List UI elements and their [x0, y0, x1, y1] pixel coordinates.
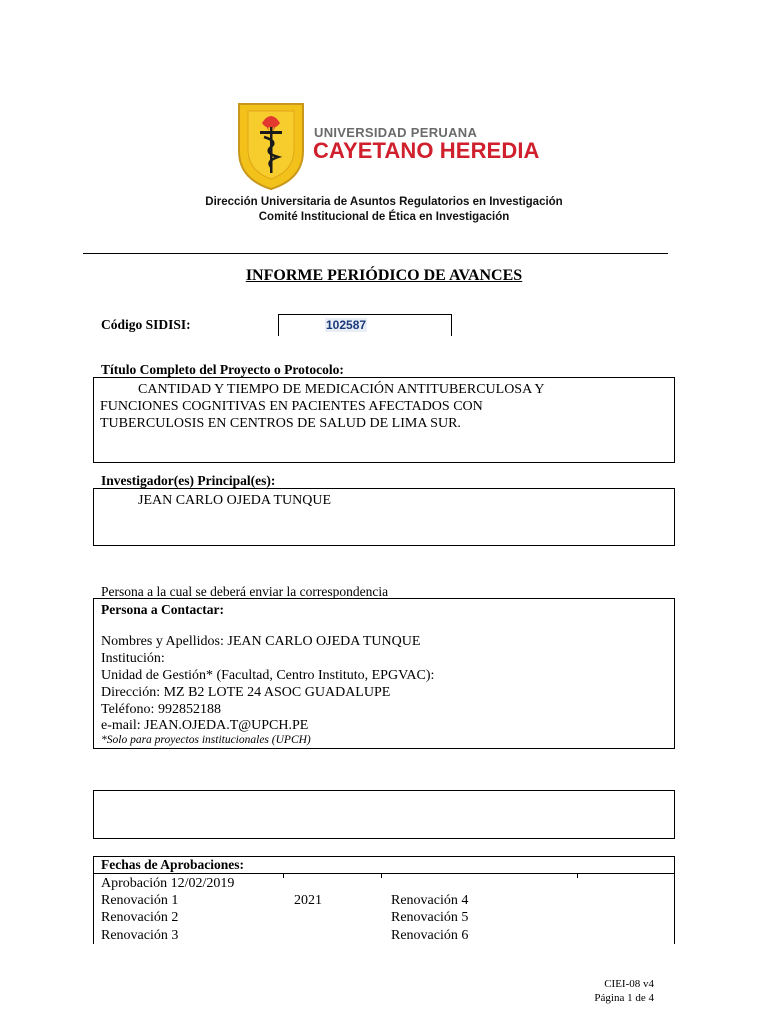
project-title-line: CANTIDAD Y TIEMPO DE MEDICACIÓN ANTITUBERCULOSA Y	[138, 382, 545, 397]
approvals-col-tick	[381, 873, 382, 878]
approvals-col-tick	[577, 873, 578, 878]
contact-unit: Unidad de Gestión* (Facultad, Centro Instituto, EPGVAC):	[101, 668, 435, 683]
investigator-value: JEAN CARLO OJEDA TUNQUE	[138, 493, 332, 508]
renewal-1: Renovación 1	[101, 893, 179, 908]
form-code: CIEI-08 v4	[604, 978, 654, 990]
blank-box[interactable]	[93, 790, 675, 839]
sidisi-label: Código SIDISI:	[101, 317, 191, 332]
contact-address: Dirección: MZ B2 LOTE 24 ASOC GUADALUPE	[101, 685, 391, 700]
renewal-4: Renovación 4	[391, 893, 469, 908]
university-name-line2: CAYETANO HEREDIA	[313, 138, 540, 163]
investigator-box[interactable]	[93, 488, 675, 546]
contact-email: e-mail: JEAN.OJEDA.T@UPCH.PE	[101, 718, 309, 733]
sidisi-value: 102587	[326, 318, 367, 332]
sidisi-field[interactable]	[278, 314, 452, 336]
approvals-header-rule	[94, 873, 674, 874]
contact-box[interactable]	[93, 598, 675, 749]
project-title-label: Título Completo del Proyecto o Protocolo:	[101, 362, 344, 377]
page-number: Página 1 de 4	[594, 992, 654, 1004]
approvals-table	[93, 856, 675, 944]
renewal-3: Renovación 3	[101, 928, 179, 943]
project-title-box[interactable]	[93, 377, 675, 463]
contact-label: Persona a Contactar:	[101, 602, 224, 617]
approvals-col-tick	[283, 873, 284, 878]
renewal-6: Renovación 6	[391, 928, 469, 943]
university-name-line1: UNIVERSIDAD PERUANA	[314, 125, 478, 140]
university-shield-icon	[236, 101, 306, 191]
contact-name: Nombres y Apellidos: JEAN CARLO OJEDA TUNQUE	[101, 634, 421, 649]
direction-heading: Dirección Universitaria de Asuntos Regulatorios en Investigación	[205, 196, 563, 208]
contact-footnote: *Solo para proyectos institucionales (UPCH)	[101, 734, 311, 746]
renewal-2: Renovación 2	[101, 910, 179, 925]
header-divider	[83, 253, 668, 254]
project-title-line: TUBERCULOSIS EN CENTROS DE SALUD DE LIMA SUR.	[100, 416, 461, 431]
investigator-label: Investigador(es) Principal(es):	[101, 473, 276, 488]
university-logo	[236, 101, 540, 191]
contact-phone: Teléfono: 992852188	[101, 702, 221, 717]
correspondence-note: Persona a la cual se deberá enviar la correspondencia	[101, 584, 389, 599]
renewal-1-year: 2021	[294, 893, 322, 908]
approvals-label: Fechas de Aprobaciones:	[101, 857, 245, 872]
project-title-line: FUNCIONES COGNITIVAS EN PACIENTES AFECTADOS CON	[100, 399, 483, 414]
document-title: INFORME PERIÓDICO DE AVANCES	[245, 267, 523, 284]
contact-institution: Institución:	[101, 651, 165, 666]
approval-date: Aprobación 12/02/2019	[101, 876, 235, 891]
renewal-5: Renovación 5	[391, 910, 469, 925]
committee-heading: Comité Institucional de Ética en Investigación	[258, 211, 510, 223]
